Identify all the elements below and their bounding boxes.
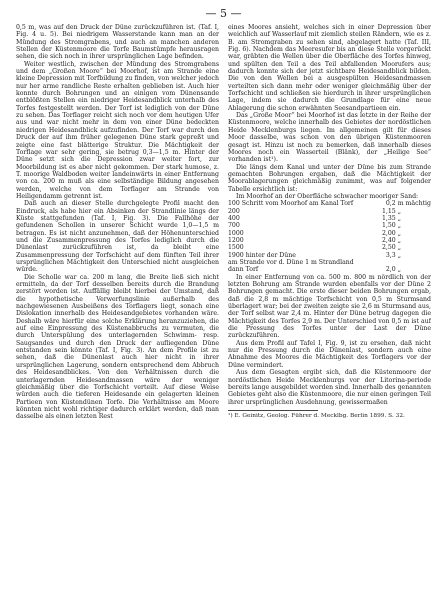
footnote-divider bbox=[228, 410, 318, 411]
left-paragraph-2: Weiter westlich, zwischen der Mündung des Stromgrabens und dem „Großen Moore“ bei Moorhof, ist am Strande eine kleine Depression mit Torfbildung zu finden, von welcher jedoch nur her arme randliche Reste erhalten geblieben ist. Auch hier konnte durch Bohrungen und an einigen vom Dünensande entblößten Stellen ein niedriger Heidesandblick unterhalb des Torfes festgestellt werden. Der Torf ist lediglich von der Düne zu sehen. Das Torflager reicht sich noch vor dem heutigen Ufer aus und war nicht mehr in dem von einer Düne bedeckten niedrigen Heidesandblick aufzufinden. Der Torf war durch den Druck der auf ihm früher gelegenen Düne stark gepreßt und zeigte eine fast blätterige Struktur. Die Mächtigkeit der Torflage war sehr gering, sie betrug 0,3—1,5 m. Hinter der Düne setzt sich die Depression zwar weiter fort, zur Moorbildung ist es aber nicht gekommen. Der stark humose, z. T. moorige Waldboden weiter landeinwärts in einer Entfernung von ca. 200 m muß als eine selbständige Bildung angesehen werden, welche von dem Torflager am Strande von Heiligendamm getrennt ist. bbox=[16, 60, 219, 200]
table-row bbox=[228, 215, 431, 222]
page-number: — 5 — bbox=[205, 7, 242, 20]
right-paragraph-3: Die längs dem Kanal und unter der Düne bis zum Strande gemachten Bohrungen ergaben, daß die Mächtigkeit der Moorablagerungen gleichmäßig zunimmt, was auf folgender Tabelle ersichtlich ist: bbox=[228, 163, 431, 193]
table-unit: „ bbox=[397, 251, 401, 259]
table-label: 1500 bbox=[228, 244, 244, 252]
table-value: 2,50 bbox=[381, 244, 396, 252]
table-label: 700 bbox=[228, 222, 240, 230]
right-paragraph-1: eines Moores ansieht, welches sich in einer Depression über weichlich auf Wasserlauf mit ziemlich steilen Rändern, wie es z. B. am Stromgraben zu sehen sind, abgelagert hatte (Taf. III, Fig. 6). Nachdem das Meeresufer bis an diese Stelle vorgerückt war, gräbten die Wellen über die Oberfläche des Torfes hinweg, und spülten den Teil a des Teil abfallenden Moorufers aus; dadurch konnte sich der jetzt sichtbare Heidesandblick bilden. Die von den Wellen bei a ausgespülten Heidesandmassen verteilten sich dann mehr oder weniger gleichmäßig über der Torfschicht und schließen sie hierdurch in ihrer ursprünglichen Lage, indem sie dadurch die Grundlage für eine neue Ablagerung die schon erwähnten Seesandpartieen ein. bbox=[228, 24, 431, 112]
right-paragraph-4: Im Moorhof an der Oberfläche schwacher mooriger Sand: bbox=[236, 192, 419, 200]
right-paragraph-7: Aus dem Gesagten ergibt sich, daß die Küstenmoore der nordöstlichen Heide Mecklenburgs vor der Litorina-periode bereits lange ausgebildet worden sind. Innerhalb des genannten Gebietes geht also die Küstenmoore, die nur einen geringen Teil ihrer ursprünglichen Ausdehnung, gewissermaßen bbox=[228, 369, 431, 406]
table-value: 2,0 bbox=[385, 266, 396, 274]
table-value: 1,15 bbox=[381, 207, 396, 215]
table-unit: „ bbox=[397, 222, 401, 230]
table-label: 1200 bbox=[228, 236, 244, 244]
right-paragraph-6: Aus dem Profil auf Tafel I, Fig. 9, ist zu ersehen, daß nicht nur die Pressung durch die Dünenlast, sondern auch eine Abnahme des Moores die Mächtigkeit des Torflagers vor der Düne vermindert. bbox=[228, 339, 431, 369]
table-unit: „ bbox=[397, 266, 401, 274]
table-value bbox=[379, 259, 398, 266]
table-value: 0,2 bbox=[385, 200, 396, 208]
left-column bbox=[16, 24, 219, 586]
table-unit bbox=[398, 259, 431, 266]
table-row bbox=[228, 266, 431, 273]
table-label: am Strande vor d. Düne 1 m Strandland bbox=[228, 259, 354, 266]
table-value: 2,00 bbox=[381, 229, 396, 237]
table-label: 1900 hinter der Düne bbox=[228, 251, 296, 259]
table-label: dann Torf bbox=[228, 266, 259, 274]
table-value: 1,50 bbox=[381, 222, 396, 230]
table-value: 2,40 bbox=[381, 236, 396, 244]
table-row bbox=[228, 200, 431, 207]
left-paragraph-4: Die Scholle war ca. 200 m lang, die Breite ließ sich nicht ermitteln, da der Torf desselben bereits durch die Brandung zerstört worden ist. Auffällig bleibt hierbei der Umstand, daß die hypothetische Verwerfungslinie außerhalb des nachgewiesenen Ausbeißens des Torflagers liegt, sonach eine Dislokation innerhalb des Heidesandgebietes vorhanden wäre. Deshalb wäre hierfür eine solche Erklärung heranzuziehen, die auf eine Einpressung des Küstenabbruchs zu vermuten, die durch Unterspülung des unterlagernden Schwimm- resp. Saugsandes und durch den Druck der aufliegenden Düne entstanden sein könnte (Taf. I, Fig. 3). An dem Profile ist zu sehen, daß die Dünenlast auch hier nicht in ihrer ursprünglichen Lagerung, sondern entsprechend dem Abbruch des Heidesandblickes. Von den Verhältnissen durch die unterlagernden Heidesandmassen wäre der weniger gleichmäßig über die Torfschicht verteilt. Auf diese Weise würden auch die tieferen Heidesande ein gelagerten kleinen Partieen von Küstendünen Torfe. Die Verhältnisse am Moore könnten nicht wohl richtiger dadurch erklärt werden, daß man dasselbe als einen letzten Rest bbox=[16, 273, 219, 421]
table-unit: „ bbox=[397, 244, 401, 252]
table-row bbox=[228, 237, 431, 244]
measurement-table bbox=[228, 200, 431, 273]
left-paragraph-1: 0,5 m, was auf den Druck der Düne zurückzuführen ist. (Taf. I, Fig. 4 u. 5). Bei niedrigem Wasserstande kann man an der Mündung des Stromgrabens, und auch an manchen anderen Stellen der Küstenmoore die Torfe Baumstümpfe herausragen sehen, die sich noch in ihrer ursprünglichen Lage befinden. bbox=[16, 24, 219, 61]
table-unit: „ bbox=[397, 236, 401, 244]
left-paragraph-3: Daß auch an dieser Stelle durchgelegte Profil macht den Eindruck, als habe hier ein Absinken der Strandlinie längs der Küste stattgefunden (Taf. I, Fig. 3). Die Fallhöhe der gefundenen Schollen in unserer Schicht wurde 1,0—1,5 m betragen. Es ist nicht anzunehmen, daß der Höhenunterschied und die Zusammenpressung des Torfes lediglich durch die Dünenlast zurückzuführen ist, da bleibt eine Zusammenpressung der Torfschicht auf dem fünften Teil ihrer ursprünglichen Mächtigkeit den Unterschied nicht ausgleichen würde. bbox=[16, 200, 219, 274]
table-unit: „ bbox=[397, 229, 401, 237]
two-column-body bbox=[16, 24, 431, 586]
table-row bbox=[228, 259, 431, 266]
table-label: 400 bbox=[228, 214, 240, 222]
table-row bbox=[228, 222, 431, 229]
right-paragraph-2: Das „Große Moor“ bei Moorhof ist das letzte in der Reihe der Küstenmoore, welche innerhalb des Gebietes der nordöstlichen Heide Mecklenburgs liegen. Im allgemeinen gilt für dieses Moor dasselbe, was schon von den übrigen Küstenmooren gesagt ist. Hinzu ist noch zu bemerken, daß innerhalb dieses Moores noch ein Wasserteil (Blänk), der „Heilige See“ vorhanden ist¹). bbox=[228, 112, 431, 164]
table-row bbox=[228, 252, 431, 259]
right-paragraph-5: In einer Entfernung von ca. 500 m. 800 m nördlich von der letzten Bohrung am Strande wurden ebenfalls vor der Düne 2 Bohrungen gemacht. Die erste dieser beiden Bohrungen ergab, daß die 2,8 m mächtige Torfschicht von 0,5 m Sturmsand überlagert war; bei der zweiten zeigte sie 2,6 m Sturmsand aus, der Torf selbst war 2,4 m. Hinter der Düne betrug dagegen die Mächtigkeit des Torfes 2,9 m. Der Unterschied von 0,5 m ist auf die Pressung des Torfes unter der Last der Düne zurückzuführen. bbox=[228, 273, 431, 340]
table-row bbox=[228, 244, 431, 251]
table-label: 200 bbox=[228, 207, 240, 215]
table-row bbox=[228, 208, 431, 215]
table-label: 100 Schritt vom Moorhof am Kanal Torf bbox=[228, 200, 354, 208]
table-value: 3,3 bbox=[385, 251, 396, 259]
table-unit: „ bbox=[397, 207, 401, 215]
footnote: ¹) E. Geinitz, Geolog. Führer d. Mecklbg. Berlin 1899. S. 32. bbox=[228, 412, 405, 419]
table-row bbox=[228, 230, 431, 237]
table-value: 1,35 bbox=[381, 214, 396, 222]
table-unit: „ bbox=[397, 214, 401, 222]
table-unit: m mächtig bbox=[397, 200, 431, 208]
table-label: 1000 bbox=[228, 229, 244, 237]
right-column bbox=[228, 24, 431, 586]
